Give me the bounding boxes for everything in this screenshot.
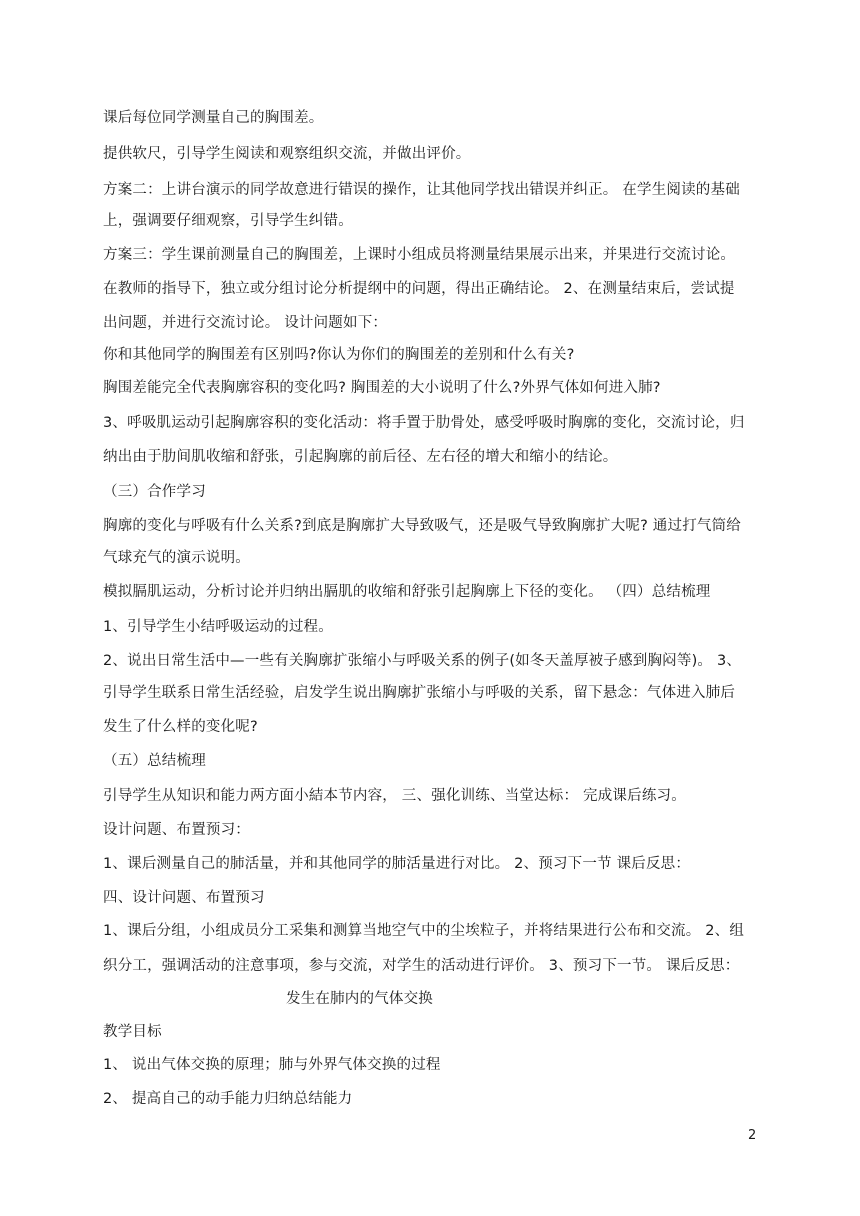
text-line: 方案三：学生课前测量自己的胸围差，上课时小组成员将测量结果展示出来，并果进行交流讨论。 — [103, 247, 736, 263]
text-line: 1、课后分组，小组成员分工采集和测算当地空气中的尘埃粒子，并将结果进行公布和交流。 2、组 — [103, 923, 745, 939]
text-line: 提供软尺，引导学生阅读和观察组织交流，并做出评价。 — [103, 146, 471, 162]
text-line: 胸廓的变化与呼吸有什么关系?到底是胸廓扩大导致吸气，还是吸气导致胸廓扩大呢? 通过打气筒给 — [103, 518, 741, 534]
text-line: 设计问题、布置预习： — [103, 822, 250, 838]
text-line: 你和其他同学的胸围差有区别吗?你认为你们的胸围差的差别和什么有关? — [103, 347, 575, 363]
text-line: 引导学生联系日常生活经验，启发学生说出胸廓扩张缩小与呼吸的关系，留下悬念：气体进入肺后 — [103, 685, 736, 701]
text-line: 气球充气的演示说明。 — [103, 550, 250, 566]
text-line: 1、课后测量自己的肺活量，并和其他同学的肺活量进行对比。 2、预习下一节 课后反思： — [103, 856, 691, 872]
text-line: 上，强调要仔细观察，引导学生纠错。 — [103, 213, 353, 229]
section-heading: 四、设计问题、布置预习 — [103, 890, 265, 906]
section-heading: （五）总结梳理 — [103, 753, 206, 769]
text-line: 发生了什么样的变化呢? — [103, 719, 258, 735]
text-line: 胸围差能完全代表胸廓容积的变化吗? 胸围差的大小说明了什么?外界气体如何进入肺? — [103, 380, 661, 396]
page-number: 2 — [748, 1128, 757, 1143]
text-line: 2、说出日常生活中—一些有关胸廓扩张缩小与呼吸关系的例子(如冬天盖厚被子感到胸闷等)。 3、 — [103, 653, 742, 669]
text-line: 方案二：上讲台演示的同学故意进行错误的操作，让其他同学找出错误并纠正。 在学生阅读的基础 — [103, 182, 740, 198]
text-line: 1、 说出气体交换的原理；肺与外界气体交换的过程 — [103, 1057, 441, 1073]
text-line: 纳出由于肋间肌收缩和舒张，引起胸廓的前后径、左右径的增大和缩小的结论。 — [103, 449, 618, 465]
section-heading: 教学目标 — [103, 1024, 162, 1040]
section-heading: （三）合作学习 — [103, 484, 206, 500]
text-line: 1、引导学生小结呼吸运动的过程。 — [103, 619, 333, 635]
text-line: 出问题，并进行交流讨论。 设计问题如下： — [103, 315, 388, 331]
text-line: 引导学生从知识和能力两方面小結本节内容， 三、强化训练、当堂达标： 完成课后练习。 — [103, 788, 686, 804]
text-line: 课后每位同学测量自己的胸围差。 — [103, 110, 324, 126]
text-line: 模拟膈肌运动，分析讨论并归纳出膈肌的收缩和舒张引起胸廓上下径的变化。 （四）总结梳理 — [103, 584, 711, 600]
text-line: 3、呼吸肌运动引起胸廓容积的变化活动：将手置于肋骨处，感受呼吸时胸廓的变化，交流讨论，归 — [103, 415, 745, 431]
text-line: 在教师的指导下，独立或分组讨论分析提纲中的问题，得出正确结论。 2、在测量结束后，尝试提 — [103, 281, 735, 297]
section-title: 发生在肺内的气体交换 — [286, 991, 433, 1007]
text-line: 织分工，强调活动的注意事项，参与交流，对学生的活动进行评价。 3、预习下一节。 课后反思： — [103, 958, 740, 974]
text-line: 2、 提高自己的动手能力归纳总结能力 — [103, 1091, 353, 1107]
